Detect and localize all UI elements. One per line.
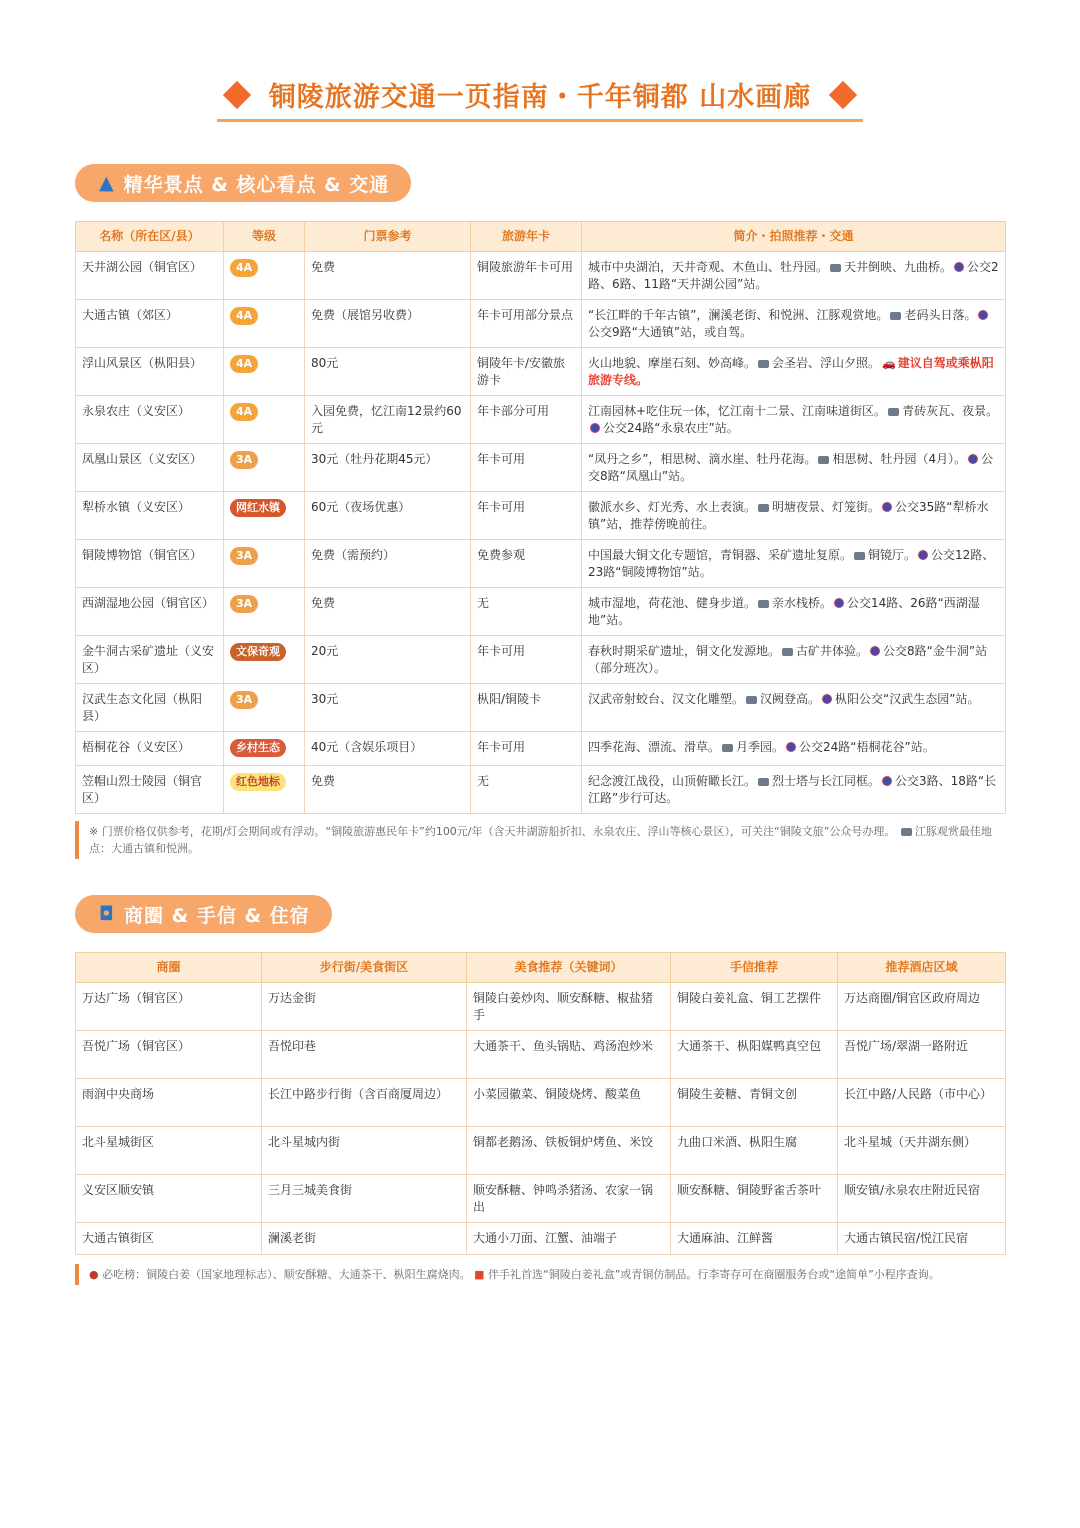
hotel-text: 顺安镇/永泉农庄附近民宿	[844, 1183, 981, 1197]
attraction-name: 金牛洞古采矿遗址（义安区）	[82, 644, 215, 675]
hotel-cell	[838, 1175, 1006, 1223]
hotel-cell	[838, 1079, 1006, 1127]
camera-icon	[758, 360, 769, 368]
street-text: 北斗星城内街	[268, 1135, 341, 1149]
table-row	[76, 1175, 1006, 1223]
ticket-price: 免费	[311, 260, 336, 274]
description-text: 城市中央湖泊，天井奇观、木鱼山、牡丹园。	[588, 260, 829, 274]
level-cell	[224, 444, 305, 492]
attraction-name-cell	[76, 300, 224, 348]
table-row	[76, 732, 1006, 766]
transport-tip: 公交8路“凤凰山”站。	[588, 452, 994, 483]
card-cell	[471, 348, 582, 396]
hotel-text: 大通古镇民宿/悦江民宿	[844, 1231, 969, 1245]
description-text: 火山地貌、摩崖石刻、妙高峰。	[588, 356, 757, 370]
district-cell	[76, 983, 262, 1031]
table-header-row	[76, 953, 1006, 983]
district-text: 大通古镇街区	[82, 1231, 155, 1245]
souvenir-cell	[671, 1175, 838, 1223]
description-cell	[582, 444, 1006, 492]
street-cell	[262, 1175, 467, 1223]
ticket-cell	[305, 766, 471, 814]
description-text: 江南园林+吃住玩一体，忆江南十二景、江南味道街区。	[588, 404, 887, 418]
food-bowl-icon: ●	[89, 1268, 99, 1281]
description-cell	[582, 540, 1006, 588]
souvenir-cell	[671, 983, 838, 1031]
card-cell	[471, 684, 582, 732]
attraction-name-cell	[76, 732, 224, 766]
table-row	[76, 492, 1006, 540]
level-badge: 4A	[230, 307, 258, 325]
table-row	[76, 444, 1006, 492]
car-icon: 🚗	[882, 357, 896, 370]
column-header: 推荐酒店区域	[838, 953, 1006, 983]
card-cell	[471, 636, 582, 684]
photo-tip: 烈士塔与长江同框。	[772, 774, 881, 788]
column-header: 等级	[224, 222, 305, 252]
photo-tip: 相思树、牡丹园（4月）。	[832, 452, 967, 466]
annual-card: 免费参观	[477, 548, 526, 562]
food-text: 顺安酥糖、钟鸣杀猪汤、农家一锅出	[473, 1183, 654, 1214]
level-cell	[224, 684, 305, 732]
ticket-cell	[305, 252, 471, 300]
street-text: 吾悦印巷	[268, 1039, 317, 1053]
card-cell	[471, 540, 582, 588]
transport-tip: 建议自驾或乘枞阳旅游专线。	[588, 356, 994, 387]
table-header-row	[76, 222, 1006, 252]
description-text: 徽派水乡、灯光秀、水上表演。	[588, 500, 757, 514]
level-cell	[224, 396, 305, 444]
photo-tip: 月季园。	[736, 740, 785, 754]
photo-tip: 老码头日落。	[904, 308, 977, 322]
attractions-note	[75, 821, 1005, 859]
transport-tip: 枞阳公交“汉武生态园”站。	[835, 692, 980, 706]
district-cell	[76, 1079, 262, 1127]
camera-icon	[854, 552, 865, 560]
card-cell	[471, 492, 582, 540]
attraction-name-cell	[76, 492, 224, 540]
description-text: 春秋时期采矿遗址，铜文化发源地。	[588, 644, 781, 658]
card-cell	[471, 444, 582, 492]
food-cell	[467, 1031, 671, 1079]
hotel-cell	[838, 1031, 1006, 1079]
annual-card: 年卡可用	[477, 740, 526, 754]
food-text: 大通茶干、鱼头锅贴、鸡汤泡炒米	[473, 1039, 654, 1053]
camera-icon	[890, 312, 901, 320]
level-cell	[224, 588, 305, 636]
shopping-table	[75, 952, 1006, 1255]
photo-tip: 铜镜厅。	[868, 548, 917, 562]
attraction-name-cell	[76, 252, 224, 300]
souvenir-text: 铜陵生姜糖、青铜文创	[677, 1087, 798, 1101]
ticket-price: 60元（夜场优惠）	[311, 500, 411, 514]
bus-icon	[590, 423, 600, 433]
district-text: 义安区顺安镇	[82, 1183, 155, 1197]
bus-icon	[954, 262, 964, 272]
column-header: 简介・拍照推荐・交通	[582, 222, 1006, 252]
souvenir-text: 铜陵白姜礼盒、铜工艺摆件	[677, 991, 822, 1005]
section-header-shopping	[75, 895, 332, 933]
attraction-name-cell	[76, 684, 224, 732]
attraction-name: 大通古镇（郊区）	[82, 308, 179, 322]
table-row	[76, 540, 1006, 588]
table-row	[76, 1031, 1006, 1079]
ticket-price: 免费	[311, 596, 336, 610]
camera-icon	[722, 744, 733, 752]
attraction-name-cell	[76, 588, 224, 636]
level-badge: 3A	[230, 691, 258, 709]
description-cell	[582, 684, 1006, 732]
souvenir-text: 大通麻油、江鲜酱	[677, 1231, 774, 1245]
street-cell	[262, 983, 467, 1031]
district-cell	[76, 1175, 262, 1223]
street-text: 万达金街	[268, 991, 317, 1005]
attraction-name: 永泉农庄（义安区）	[82, 404, 191, 418]
description-cell	[582, 492, 1006, 540]
annual-card: 年卡部分可用	[477, 404, 550, 418]
transport-tip: 公交3路、18路“长江路”步行可达。	[588, 774, 997, 805]
attraction-name-cell	[76, 396, 224, 444]
table-row	[76, 1223, 1006, 1255]
ticket-cell	[305, 444, 471, 492]
mountain-lake-icon: ▲	[99, 172, 114, 194]
souvenir-text: 九曲口米酒、枞阳生腐	[677, 1135, 798, 1149]
table-row	[76, 348, 1006, 396]
card-cell	[471, 396, 582, 444]
ticket-cell	[305, 300, 471, 348]
hotel-cell	[838, 983, 1006, 1031]
ticket-price: 40元（含娱乐项目）	[311, 740, 423, 754]
page-title	[217, 76, 863, 122]
section-header-attractions	[75, 164, 411, 202]
attraction-name-cell	[76, 636, 224, 684]
level-badge: 红色地标	[230, 773, 286, 791]
description-cell	[582, 766, 1006, 814]
card-cell	[471, 300, 582, 348]
description-cell	[582, 348, 1006, 396]
table-row	[76, 588, 1006, 636]
attraction-name: 汉武生态文化园（枞阳县）	[82, 692, 203, 723]
ticket-cell	[305, 492, 471, 540]
level-badge: 乡村生态	[230, 739, 286, 757]
food-cell	[467, 1175, 671, 1223]
photo-tip: 会圣岩、浮山夕照。	[772, 356, 881, 370]
camera-icon	[758, 600, 769, 608]
ticket-cell	[305, 732, 471, 766]
diamond-icon	[223, 80, 251, 108]
level-badge: 文保奇观	[230, 643, 286, 661]
transport-tip: 公交35路“犁桥水镇”站，推荐傍晚前往。	[588, 500, 989, 531]
camera-icon	[746, 696, 757, 704]
annual-card: 铜陵旅游年卡可用	[477, 260, 574, 274]
district-text: 吾悦广场（铜官区）	[82, 1039, 191, 1053]
bus-icon	[968, 454, 978, 464]
description-cell	[582, 636, 1006, 684]
description-cell	[582, 588, 1006, 636]
hotel-text: 吾悦广场/翠湖一路附近	[844, 1039, 969, 1053]
ticket-price: 入园免费，忆江南12景约60元	[311, 404, 462, 435]
ticket-price: 30元（牡丹花期45元）	[311, 452, 438, 466]
annual-card: 铜陵年卡/安徽旅游卡	[477, 356, 566, 387]
level-cell	[224, 348, 305, 396]
note-text: ※ 门票价格仅供参考，花期/灯会期间或有浮动。“铜陵旅游惠民年卡”约100元/年（含天井湖游船折扣、永泉农庄、浮山等核心景区），可关注“铜陵文旅”公众号办理。	[89, 825, 896, 838]
card-cell	[471, 252, 582, 300]
page-title-wrap	[0, 76, 1080, 122]
table-row	[76, 1079, 1006, 1127]
transport-tip: 公交24路“梧桐花谷”站。	[799, 740, 935, 754]
photo-tip: 天井倒映、九曲桥。	[844, 260, 953, 274]
bus-icon	[786, 742, 796, 752]
district-cell	[76, 1127, 262, 1175]
column-header: 美食推荐（关键词）	[467, 953, 671, 983]
description-cell	[582, 252, 1006, 300]
shopping-bag-icon: ◘	[99, 903, 115, 925]
diamond-icon	[829, 80, 857, 108]
attraction-name: 笠帽山烈士陵园（铜官区）	[82, 774, 203, 805]
attraction-name-cell	[76, 444, 224, 492]
ticket-price: 免费（展馆另收费）	[311, 308, 420, 322]
table-row	[76, 636, 1006, 684]
souvenir-text: 顺安酥糖、铜陵野雀舌茶叶	[677, 1183, 822, 1197]
level-cell	[224, 766, 305, 814]
table-row	[76, 396, 1006, 444]
district-text: 万达广场（铜官区）	[82, 991, 191, 1005]
ticket-price: 80元	[311, 356, 339, 370]
street-cell	[262, 1079, 467, 1127]
photo-tip: 汉阙登高。	[760, 692, 821, 706]
ticket-cell	[305, 588, 471, 636]
level-badge: 3A	[230, 547, 258, 565]
bus-icon	[834, 598, 844, 608]
hotel-text: 北斗星城（天井湖东侧）	[844, 1135, 977, 1149]
bus-icon	[882, 776, 892, 786]
description-text: “长江畔的千年古镇”，澜溪老街、和悦洲、江豚观赏地。	[588, 308, 889, 322]
table-row	[76, 252, 1006, 300]
annual-card: 年卡可用部分景点	[477, 308, 574, 322]
table-row	[76, 684, 1006, 732]
level-badge: 网红水镇	[230, 499, 286, 517]
street-text: 长江中路步行街（含百商厦周边）	[268, 1087, 449, 1101]
description-text: 纪念渡江战役，山顶俯瞰长江。	[588, 774, 757, 788]
street-cell	[262, 1223, 467, 1255]
annual-card: 年卡可用	[477, 500, 526, 514]
column-header: 门票参考	[305, 222, 471, 252]
camera-icon	[782, 648, 793, 656]
hotel-text: 万达商圈/铜官区政府周边	[844, 991, 981, 1005]
description-text: 城市湿地，荷花池、健身步道。	[588, 596, 757, 610]
card-cell	[471, 766, 582, 814]
bus-icon	[882, 502, 892, 512]
description-cell	[582, 732, 1006, 766]
street-cell	[262, 1031, 467, 1079]
transport-tip: 公交14路、26路“西湖湿地”站。	[588, 596, 980, 627]
column-header: 名称（所在区/县）	[76, 222, 224, 252]
level-badge: 4A	[230, 259, 258, 277]
district-text: 雨润中央商场	[82, 1087, 155, 1101]
ticket-cell	[305, 684, 471, 732]
gift-icon: ■	[474, 1268, 485, 1281]
level-cell	[224, 540, 305, 588]
column-header: 步行街/美食街区	[262, 953, 467, 983]
description-text: “凤丹之乡”，相思树、滴水崖、牡丹花海。	[588, 452, 817, 466]
souvenir-cell	[671, 1079, 838, 1127]
level-cell	[224, 492, 305, 540]
attraction-name: 犁桥水镇（义安区）	[82, 500, 191, 514]
table-row	[76, 1127, 1006, 1175]
food-text: 大通小刀面、江蟹、油端子	[473, 1231, 618, 1245]
shopping-note	[75, 1264, 1005, 1285]
note-text: 江豚观赏最佳地点：大通古镇和悦洲。	[89, 825, 992, 855]
ticket-cell	[305, 636, 471, 684]
camera-icon	[758, 778, 769, 786]
ticket-price: 免费（需预约）	[311, 548, 396, 562]
bus-icon	[870, 646, 880, 656]
food-text: 小菜园徽菜、铜陵烧烤、酸菜鱼	[473, 1087, 642, 1101]
card-cell	[471, 732, 582, 766]
attraction-name: 浮山风景区（枞阳县）	[82, 356, 203, 370]
transport-tip: 公交12路、23路“铜陵博物馆”站。	[588, 548, 995, 579]
food-cell	[467, 983, 671, 1031]
description-text: 中国最大铜文化专题馆，青铜器、采矿遗址复原。	[588, 548, 853, 562]
column-header: 旅游年卡	[471, 222, 582, 252]
street-text: 三月三城美食街	[268, 1183, 353, 1197]
table-row	[76, 766, 1006, 814]
food-text: 铜都老鹅汤、铁板铜炉烤鱼、米饺	[473, 1135, 654, 1149]
ticket-price: 20元	[311, 644, 339, 658]
street-text: 澜溪老街	[268, 1231, 317, 1245]
level-badge: 3A	[230, 595, 258, 613]
transport-tip: 公交8路“金牛洞”站（部分班次）。	[588, 644, 988, 675]
level-badge: 4A	[230, 403, 258, 421]
camera-icon	[888, 408, 899, 416]
table-row	[76, 300, 1006, 348]
note-text: 必吃榜：铜陵白姜（国家地理标志）、顺安酥糖、大通茶干、枞阳生腐烧肉。	[102, 1268, 471, 1281]
food-cell	[467, 1223, 671, 1255]
annual-card: 年卡可用	[477, 644, 526, 658]
attraction-name-cell	[76, 766, 224, 814]
ticket-price: 免费	[311, 774, 336, 788]
food-cell	[467, 1079, 671, 1127]
district-cell	[76, 1031, 262, 1079]
description-cell	[582, 300, 1006, 348]
souvenir-cell	[671, 1031, 838, 1079]
level-badge: 3A	[230, 451, 258, 469]
camera-icon	[901, 828, 912, 836]
souvenir-cell	[671, 1223, 838, 1255]
photo-tip: 青砖灰瓦、夜景。	[902, 404, 999, 418]
column-header: 手信推荐	[671, 953, 838, 983]
ticket-cell	[305, 396, 471, 444]
annual-card: 枞阳/铜陵卡	[477, 692, 542, 706]
food-cell	[467, 1127, 671, 1175]
bus-icon	[978, 310, 988, 320]
attractions-table	[75, 221, 1006, 814]
annual-card: 无	[477, 596, 490, 610]
description-cell	[582, 396, 1006, 444]
ticket-cell	[305, 540, 471, 588]
attraction-name: 梧桐花谷（义安区）	[82, 740, 191, 754]
photo-tip: 亲水栈桥。	[772, 596, 833, 610]
ticket-price: 30元	[311, 692, 339, 706]
bus-icon	[822, 694, 832, 704]
table-row	[76, 983, 1006, 1031]
description-text: 四季花海、漂流、滑草。	[588, 740, 721, 754]
card-cell	[471, 588, 582, 636]
section-title: 精华景点 & 核心看点 & 交通	[123, 173, 390, 196]
page-title-text: 铜陵旅游交通一页指南・千年铜都 山水画廊	[268, 82, 812, 113]
district-cell	[76, 1223, 262, 1255]
level-cell	[224, 636, 305, 684]
souvenir-text: 大通茶干、枞阳媒鸭真空包	[677, 1039, 822, 1053]
attraction-name: 凤凰山景区（义安区）	[82, 452, 203, 466]
souvenir-cell	[671, 1127, 838, 1175]
attraction-name: 铜陵博物馆（铜官区）	[82, 548, 203, 562]
district-text: 北斗星城街区	[82, 1135, 155, 1149]
attraction-name: 西湖湿地公园（铜官区）	[82, 596, 215, 610]
transport-tip: 公交9路“大通镇”站，或自驾。	[588, 325, 753, 339]
ticket-cell	[305, 348, 471, 396]
transport-tip: 公交2路、6路、11路“天井湖公园”站。	[588, 260, 999, 291]
camera-icon	[818, 456, 829, 464]
annual-card: 无	[477, 774, 490, 788]
bus-icon	[918, 550, 928, 560]
level-cell	[224, 252, 305, 300]
hotel-text: 长江中路/人民路（市中心）	[844, 1087, 993, 1101]
level-cell	[224, 300, 305, 348]
section-title: 商圈 & 手信 & 住宿	[124, 904, 310, 927]
attraction-name: 天井湖公园（铜官区）	[82, 260, 203, 274]
camera-icon	[830, 264, 841, 272]
hotel-cell	[838, 1223, 1006, 1255]
photo-tip: 古矿井体验。	[796, 644, 869, 658]
photo-tip: 明塘夜景、灯笼街。	[772, 500, 881, 514]
attraction-name-cell	[76, 540, 224, 588]
hotel-cell	[838, 1127, 1006, 1175]
food-text: 铜陵白姜炒肉、顺安酥糖、椒盐猪手	[473, 991, 654, 1022]
level-badge: 4A	[230, 355, 258, 373]
annual-card: 年卡可用	[477, 452, 526, 466]
transport-tip: 公交24路“永泉农庄”站。	[603, 421, 739, 435]
column-header: 商圈	[76, 953, 262, 983]
camera-icon	[758, 504, 769, 512]
attraction-name-cell	[76, 348, 224, 396]
level-cell	[224, 732, 305, 766]
note-text: 伴手礼首选“铜陵白姜礼盒”或青铜仿制品。行李寄存可在商圈服务台或“途简单”小程序查询。	[488, 1268, 940, 1281]
description-text: 汉武帝射蛟台、汉文化雕塑。	[588, 692, 745, 706]
street-cell	[262, 1127, 467, 1175]
